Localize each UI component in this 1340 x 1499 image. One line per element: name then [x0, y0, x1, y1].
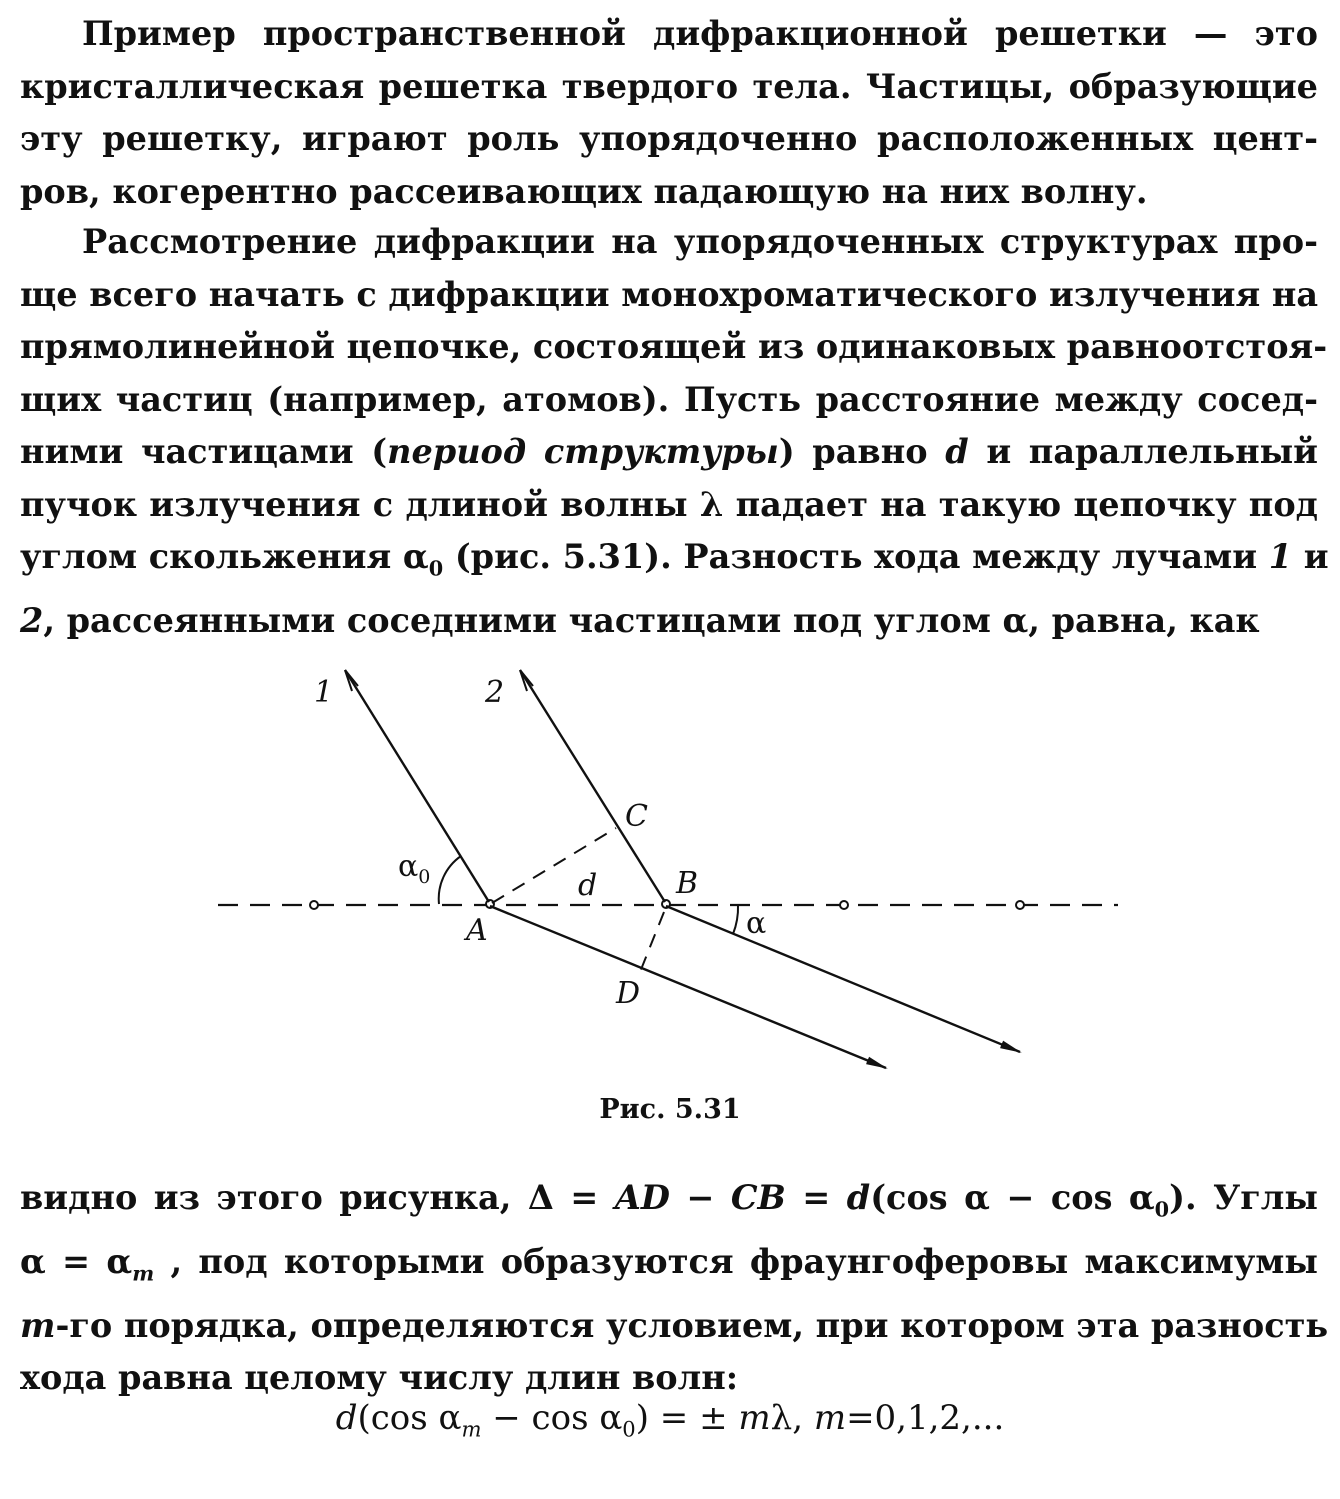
subscript: m: [461, 1416, 482, 1442]
label-alpha: α: [746, 906, 767, 941]
label-C: C: [625, 799, 648, 834]
symbol: m: [738, 1398, 771, 1438]
subscript: 0: [428, 555, 444, 581]
paragraph-3: [20, 1172, 1329, 1405]
label-d: d: [578, 868, 598, 903]
text-run: (cos α − cos α: [870, 1178, 1155, 1217]
text-run: −: [669, 1178, 731, 1217]
text-run: ) равно: [778, 432, 946, 471]
text-line: [20, 595, 1318, 648]
paragraph-1: [20, 8, 1318, 218]
text-run: ). Углы: [1169, 1178, 1318, 1217]
text-line: Пример пространственной дифракционной решетки — это: [82, 14, 1318, 53]
text-line: [20, 1300, 1329, 1353]
angle-arc-alpha0: [439, 856, 461, 904]
text-run: , рассеянными соседними частицами под углом α, равна, как: [43, 600, 1260, 640]
figure-caption: Рис. 5.31: [599, 1094, 741, 1125]
segment-BD: [640, 912, 664, 972]
label-D: D: [616, 976, 641, 1011]
text-line: ще всего начать с дифракции монохроматического излучения на: [20, 274, 1319, 314]
text-line: ров, когерентно рассеивающих падающую на них волну.: [20, 171, 1148, 211]
text-run: α = α: [20, 1241, 133, 1281]
diffraction-figure: [0, 650, 1340, 1090]
label-alpha0: [398, 849, 430, 888]
formula-run: (cos α: [357, 1398, 462, 1438]
symbol: m: [20, 1305, 56, 1345]
label-ray-1: 1: [314, 675, 334, 710]
text-run: , под которыми образуются фраунгоферовы максимумы: [154, 1241, 1318, 1281]
text-line: хода равна целому числу длин волн:: [20, 1358, 739, 1398]
text-run: ними частицами (: [20, 432, 388, 471]
ray-ref: 2: [20, 600, 44, 640]
formula-run: =0,1,2,...: [846, 1398, 1005, 1438]
text-run: и параллельный: [968, 432, 1319, 471]
text-run: -го порядка, определяются условием, при котором эта разность: [55, 1305, 1329, 1345]
text-run: (рис. 5.31). Разность хода между лучами: [443, 537, 1269, 576]
text-run: углом скольжения α: [20, 537, 429, 576]
text-line: эту решетку, играют роль упорядоченно расположенных цент-: [20, 119, 1318, 158]
text-line: щих частиц (например, атомов). Пусть расстояние между сосед-: [20, 379, 1318, 419]
symbol: m: [813, 1398, 847, 1438]
text-line: прямолинейной цепочке, состоящей из одинаковых равноотстоя-: [20, 327, 1328, 366]
alpha-symbol: α: [398, 849, 419, 884]
label-A: A: [466, 913, 488, 948]
term-italic: период структуры: [387, 432, 779, 471]
symbol-d: d: [945, 432, 969, 471]
text-line: [20, 1236, 1318, 1300]
particle: [1016, 901, 1024, 909]
text-line: [20, 1172, 1318, 1236]
grating-equation: [0, 1398, 1340, 1441]
text-run: и: [1292, 537, 1329, 576]
text-line: кристаллическая решетка твердого тела. Частицы, образующие: [20, 66, 1318, 106]
subscript: 0: [1154, 1196, 1170, 1222]
particle: [310, 901, 318, 909]
symbol: d: [335, 1398, 358, 1438]
angle-arc-alpha: [733, 905, 738, 934]
text-run: видно из этого рисунка, Δ =: [20, 1178, 615, 1217]
text-line: пучок излучения с длиной волны λ падает на такую цепочку под: [20, 484, 1318, 524]
subscript: 0: [622, 1416, 636, 1442]
text-line: [20, 531, 1329, 595]
scattered-ray-1: [490, 906, 886, 1068]
text-run: =: [785, 1178, 847, 1217]
formula-run: λ,: [770, 1398, 814, 1438]
formula-run: ) = ±: [635, 1398, 739, 1438]
label-B: B: [676, 866, 699, 901]
symbol: d: [846, 1178, 871, 1217]
symbol: AD: [614, 1178, 670, 1217]
ray-ref: 1: [1268, 537, 1293, 576]
segment-AC: [492, 828, 616, 903]
label-ray-2: 2: [485, 675, 505, 710]
text-line: [20, 426, 1318, 479]
formula-run: − cos α: [481, 1398, 623, 1438]
paragraph-2: [20, 216, 1329, 647]
symbol: CB: [730, 1178, 786, 1217]
subscript: m: [132, 1260, 155, 1286]
text-line: Рассмотрение дифракции на упорядоченных структурах про-: [82, 222, 1318, 261]
scattered-ray-2: [666, 906, 1020, 1052]
subscript: 0: [418, 866, 431, 888]
particle: [840, 901, 848, 909]
